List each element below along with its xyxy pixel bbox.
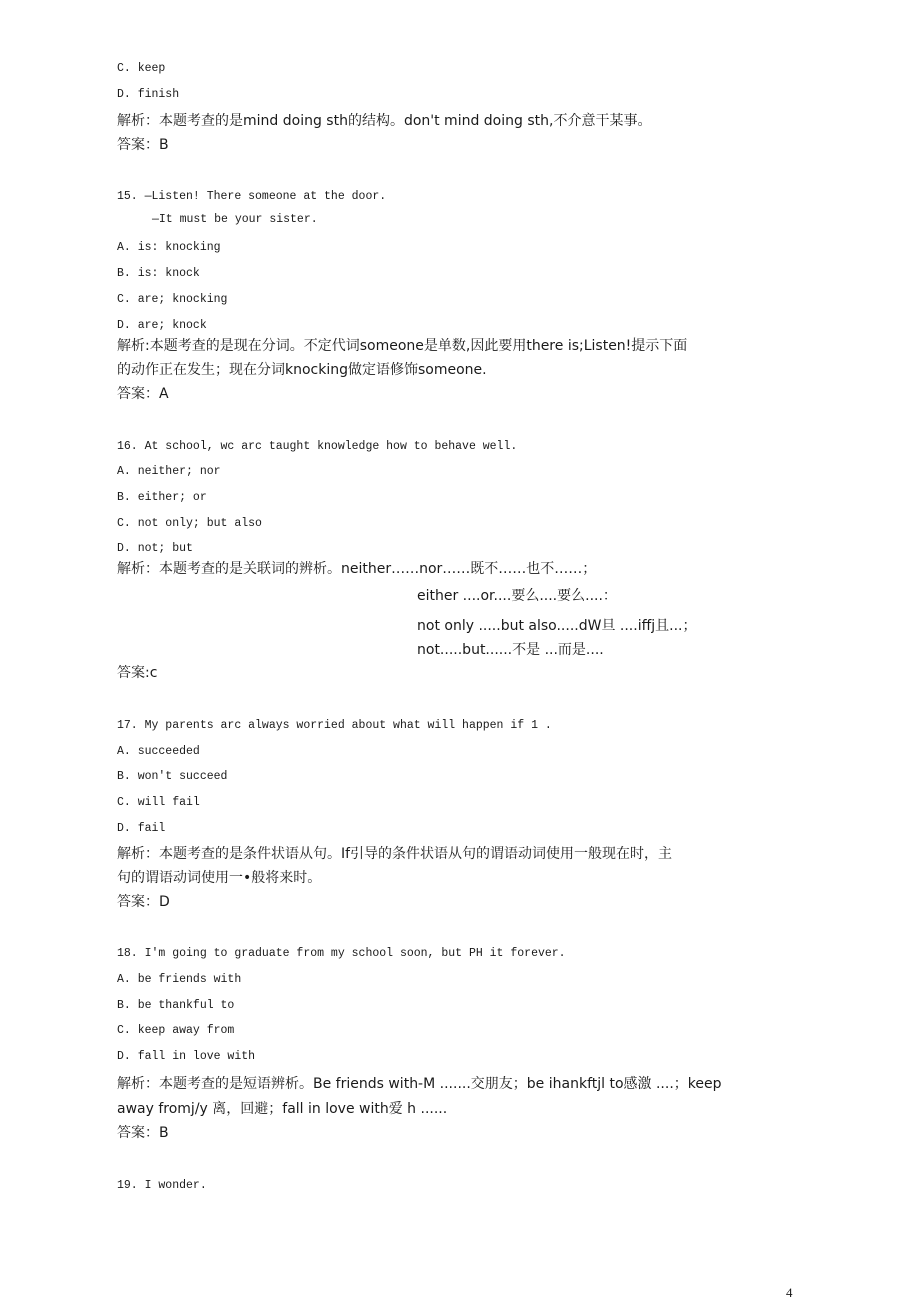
explanation-q16-line3: not only .....but also.....dW旦 ....iffj且...； — [417, 618, 697, 634]
option-b-q16: B. either; or — [117, 491, 207, 504]
answer-q14: 答案：B — [117, 137, 169, 153]
explanation-q14: 解析：本题考查的是mind doing sth的结构。don't mind doing sth,不介意干某事。 — [117, 113, 652, 129]
option-b-q18: B. be thankful to — [117, 999, 235, 1012]
explanation-q18-line1: 解析：本题考查的是短语辨析。Be friends with-M .......交朋友；be ihankftjl to感激 ....；keep — [117, 1076, 722, 1092]
question-15-reply: —It must be your sister. — [152, 213, 318, 226]
explanation-q15-line1: 解析:本题考查的是现在分词。不定代词someone是单数,因此要用there is;Listen!提示下面 — [117, 338, 688, 354]
option-d-q16: D. not; but — [117, 542, 193, 555]
question-18: 18. I'm going to graduate from my school soon, but PH it forever. — [117, 947, 566, 960]
answer-q15: 答案：A — [117, 386, 169, 402]
option-b-q15: B. is: knock — [117, 267, 200, 280]
answer-q18: 答案：B — [117, 1125, 169, 1141]
answer-q17: 答案：D — [117, 894, 170, 910]
option-d-q15: D. are; knock — [117, 319, 207, 332]
explanation-q15-line2: 的动作正在发生；现在分词knocking做定语修饰someone. — [117, 362, 487, 378]
option-a-q17: A. succeeded — [117, 745, 200, 758]
option-c-q15: C. are; knocking — [117, 293, 228, 306]
question-16: 16. At school, wc arc taught knowledge how to behave well. — [117, 440, 518, 453]
option-c-q17: C. will fail — [117, 796, 200, 809]
page-number: 4 — [786, 1285, 793, 1300]
option-d-q18: D. fall in love with — [117, 1050, 256, 1063]
answer-q16: 答案:c — [117, 665, 158, 681]
question-17: 17. My parents arc always worried about what will happen if 1 . — [117, 719, 552, 732]
question-19: 19. I wonder. — [117, 1179, 207, 1192]
option-c-q16: C. not only; but also — [117, 517, 262, 530]
explanation-q18-line2: away fromj/y 离，回避；fall in love with爱 h ...... — [117, 1101, 448, 1117]
explanation-q16-line1: 解析：本题考查的是关联词的辨析。neither……nor……既不……也不……； — [117, 561, 597, 577]
option-b-q17: B. won't succeed — [117, 770, 228, 783]
option-c-q14: C. keep — [117, 62, 166, 75]
option-d-q17: D. fail — [117, 822, 166, 835]
explanation-q17-line1: 解析：本题考查的是条件状语从句。If引导的条件状语从句的谓语动词使用一般现在时，主 — [117, 846, 673, 862]
option-a-q18: A. be friends with — [117, 973, 242, 986]
option-d-q14: D. finish — [117, 88, 180, 101]
explanation-q17-line2: 句的谓语动词使用一•般将来时。 — [117, 870, 322, 886]
option-a-q15: A. is: knocking — [117, 241, 221, 254]
option-a-q16: A. neither; nor — [117, 465, 221, 478]
explanation-q16-line2: either ....or....要么....要么....： — [417, 588, 617, 604]
option-c-q18: C. keep away from — [117, 1024, 235, 1037]
question-15: 15. —Listen! There someone at the door. — [117, 190, 387, 203]
explanation-q16-line4: not.....but......不是 ...而是.... — [417, 642, 604, 658]
